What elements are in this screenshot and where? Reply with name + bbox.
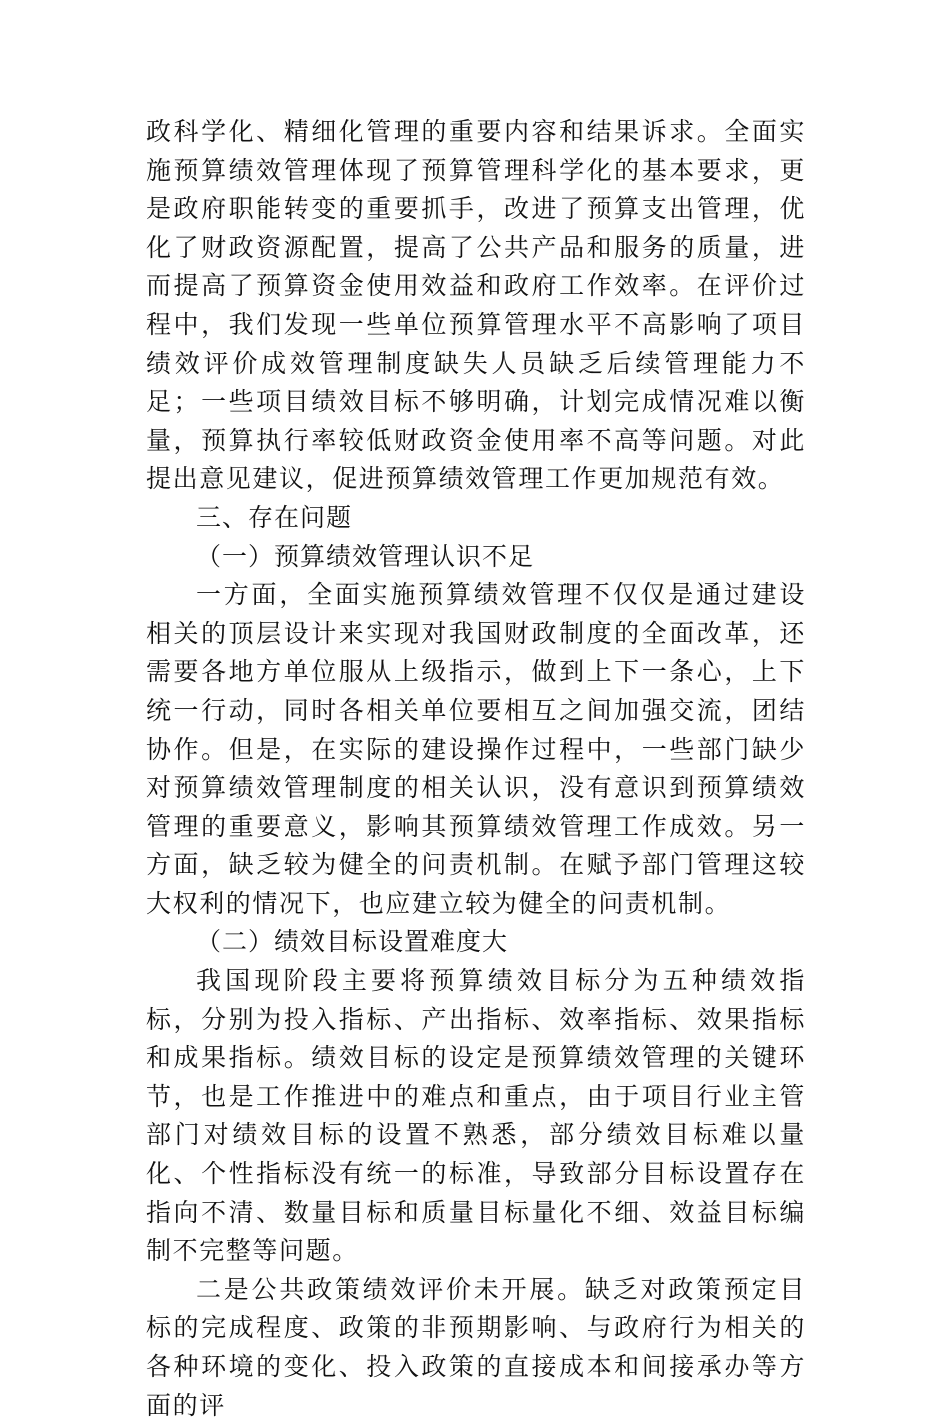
paragraph-targets: 我国现阶段主要将预算绩效目标分为五种绩效指标，分别为投入指标、产出指标、效率指标、效果指标和成果指标。绩效目标的设定是预算绩效管理的关键环节，也是工作推进中的难点和重点，由于项目行业主管部门对绩效目标的设置不熟悉，部分绩效目标难以量化、个性指标没有统一的标准，导致部分目标设置存在指向不清、数量目标和质量目标量化不细、效益目标编制不完整等问题。	[146, 966, 806, 1266]
section-heading-problems: 三、存在问题	[196, 502, 353, 532]
paragraph-intro: 政科学化、精细化管理的重要内容和结果诉求。全面实施预算绩效管理体现了预算管理科学化的基本要求，更是政府职能转变的重要抓手，改进了预算支出管理，优化了财政资源配置，提高了公共产品和服务的质量，进而提高了预算资金使用效益和政府工作效率。在评价过程中，我们发现一些单位预算管理水平不高影响了项目绩效评价成效管理制度缺失人员缺乏后续管理能力不足；一些项目绩效目标不够明确，计划完成情况难以衡量，预算执行率较低财政资金使用率不高等问题。对此提出意见建议，促进预算绩效管理工作更加规范有效。	[146, 117, 806, 494]
subsection-heading-targets: （二）绩效目标设置难度大	[196, 927, 509, 957]
document-body	[146, 113, 806, 1425]
paragraph-awareness: 一方面，全面实施预算绩效管理不仅仅是通过建设相关的顶层设计来实现对我国财政制度的全面改革，还需要各地方单位服从上级指示，做到上下一条心，上下统一行动，同时各相关单位要相互之间加强交流，团结协作。但是，在实际的建设操作过程中，一些部门缺少对预算绩效管理制度的相关认识，没有意识到预算绩效管理的重要意义，影响其预算绩效管理工作成效。另一方面，缺乏较为健全的问责机制。在赋予部门管理这较大权利的情况下，也应建立较为健全的问责机制。	[146, 580, 806, 918]
subsection-heading-awareness: （一）预算绩效管理认识不足	[196, 541, 535, 571]
paragraph-policy-evaluation: 二是公共政策绩效评价未开展。缺乏对政策预定目标的完成程度、政策的非预期影响、与政府行为相关的各种环境的变化、投入政策的直接成本和间接承办等方面的评	[146, 1274, 806, 1420]
